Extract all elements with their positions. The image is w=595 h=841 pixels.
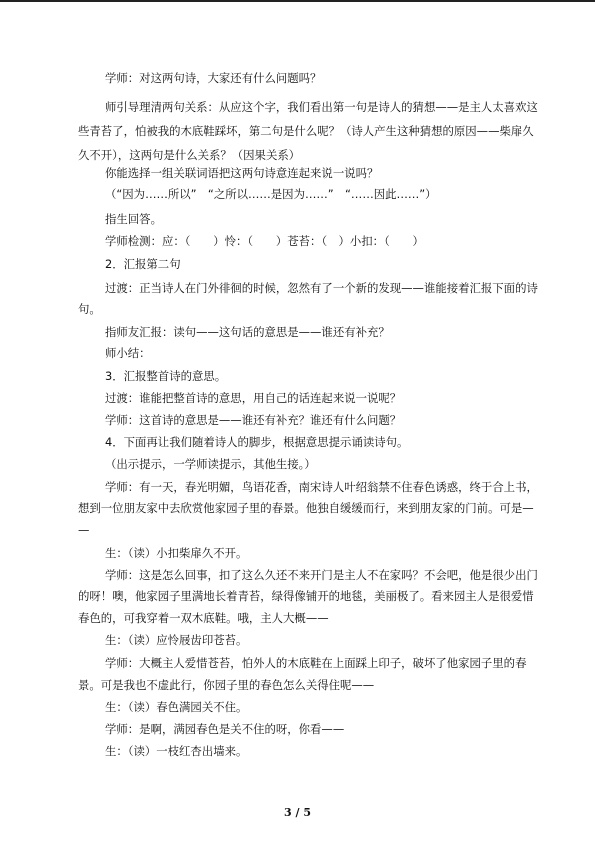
paragraph-line: 师小结： — [105, 346, 151, 360]
paragraph-line: 你能选择一组关联词语把这两句诗意连起来说一说吗？ — [105, 166, 379, 180]
section-heading: 2．汇报第二句 — [105, 257, 181, 271]
paragraph-line: 指生回答。 — [105, 212, 162, 226]
paragraph-line: 景。可是我也不虚此行，你园子里的春色怎么关得住呢—— — [78, 678, 375, 692]
paragraph-line: 想到一位朋友家中去欣赏他家园子里的春景。他独自缓缓而行，来到朋友家的门前。可是— — [78, 501, 534, 515]
paragraph-line: 久不开），这两句是什么关系？（因果关系） — [78, 148, 301, 162]
paragraph-line: 春色的，可我穿着一双木底鞋。哦，主人大概—— — [78, 611, 329, 625]
paragraph-line: 句。 — [78, 302, 101, 316]
paragraph-line: 生：（读）一枝红杏出墙来。 — [105, 744, 248, 758]
paragraph-line: （“因为……所以” “之所以……是因为……” “……因此……”） — [105, 187, 437, 201]
paragraph-line: 学师：大概主人爱惜苍苔，怕外人的木底鞋在上面踩上印子，破坏了他家园子里的春 — [105, 656, 527, 670]
paragraph-line: 学师：这首诗的意思是——谁还有补充？谁还有什么问题？ — [105, 413, 402, 427]
paragraph-line: 学师：对这两句诗，大家还有什么问题吗？ — [105, 71, 322, 85]
paragraph-line: 学师：是啊，满园春色是关不住的呀，你看—— — [105, 722, 345, 736]
paragraph-line: 过渡：谁能把整首诗的意思，用自己的话连起来说一说呢？ — [105, 391, 402, 405]
section-heading: 4．下面再让我们随着诗人的脚步，根据意思提示诵读诗句。 — [105, 435, 409, 449]
paragraph-line: 学师：这是怎么回事，扣了这么久还不来开门是主人不在家吗？不会吧，他是很少出门 — [105, 568, 538, 582]
paragraph-line: 生：（读）小扣柴扉久不开。 — [105, 546, 248, 560]
paragraph-line: 生：（读）春色满园关不住。 — [105, 700, 248, 714]
paragraph-line: 生：（读）应怜屐齿印苍苔。 — [105, 633, 248, 647]
paragraph-line: — — [78, 523, 90, 537]
paragraph-line: 师引导理清两句关系：从应这个字，我们看出第一句是诗人的猜想——是主人太喜欢这 — [105, 100, 538, 114]
paragraph-line: 指师友汇报：读句——这句话的意思是——谁还有补充？ — [105, 325, 390, 339]
paragraph-line: 的呀！噢，他家园子里满地长着青苔，绿得像铺开的地毯，美丽极了。看来园主人是很爱惜 — [78, 589, 534, 603]
paragraph-line: 学师：有一天，春光明媚，鸟语花香，南宋诗人叶绍翁禁不住春色诱惑，终于合上书， — [105, 480, 538, 494]
page-number: 3 / 5 — [284, 806, 311, 819]
paragraph-line: 学师检测：应：（ ）怜：（ ）苍苔：（ ）小扣：（ ） — [105, 234, 424, 248]
section-heading: 3．汇报整首诗的意思。 — [105, 369, 227, 383]
paragraph-line: （出示提示，一学师读提示，其他生接。） — [105, 457, 316, 471]
paragraph-line: 些青苔了，怕被我的木底鞋踩坏，第二句是什么呢？（诗人产生这种猜想的原因——柴扉久 — [78, 124, 534, 138]
paragraph-line: 过渡：正当诗人在门外徘徊的时候，忽然有了一个新的发现——谁能接着汇报下面的诗 — [105, 281, 538, 295]
